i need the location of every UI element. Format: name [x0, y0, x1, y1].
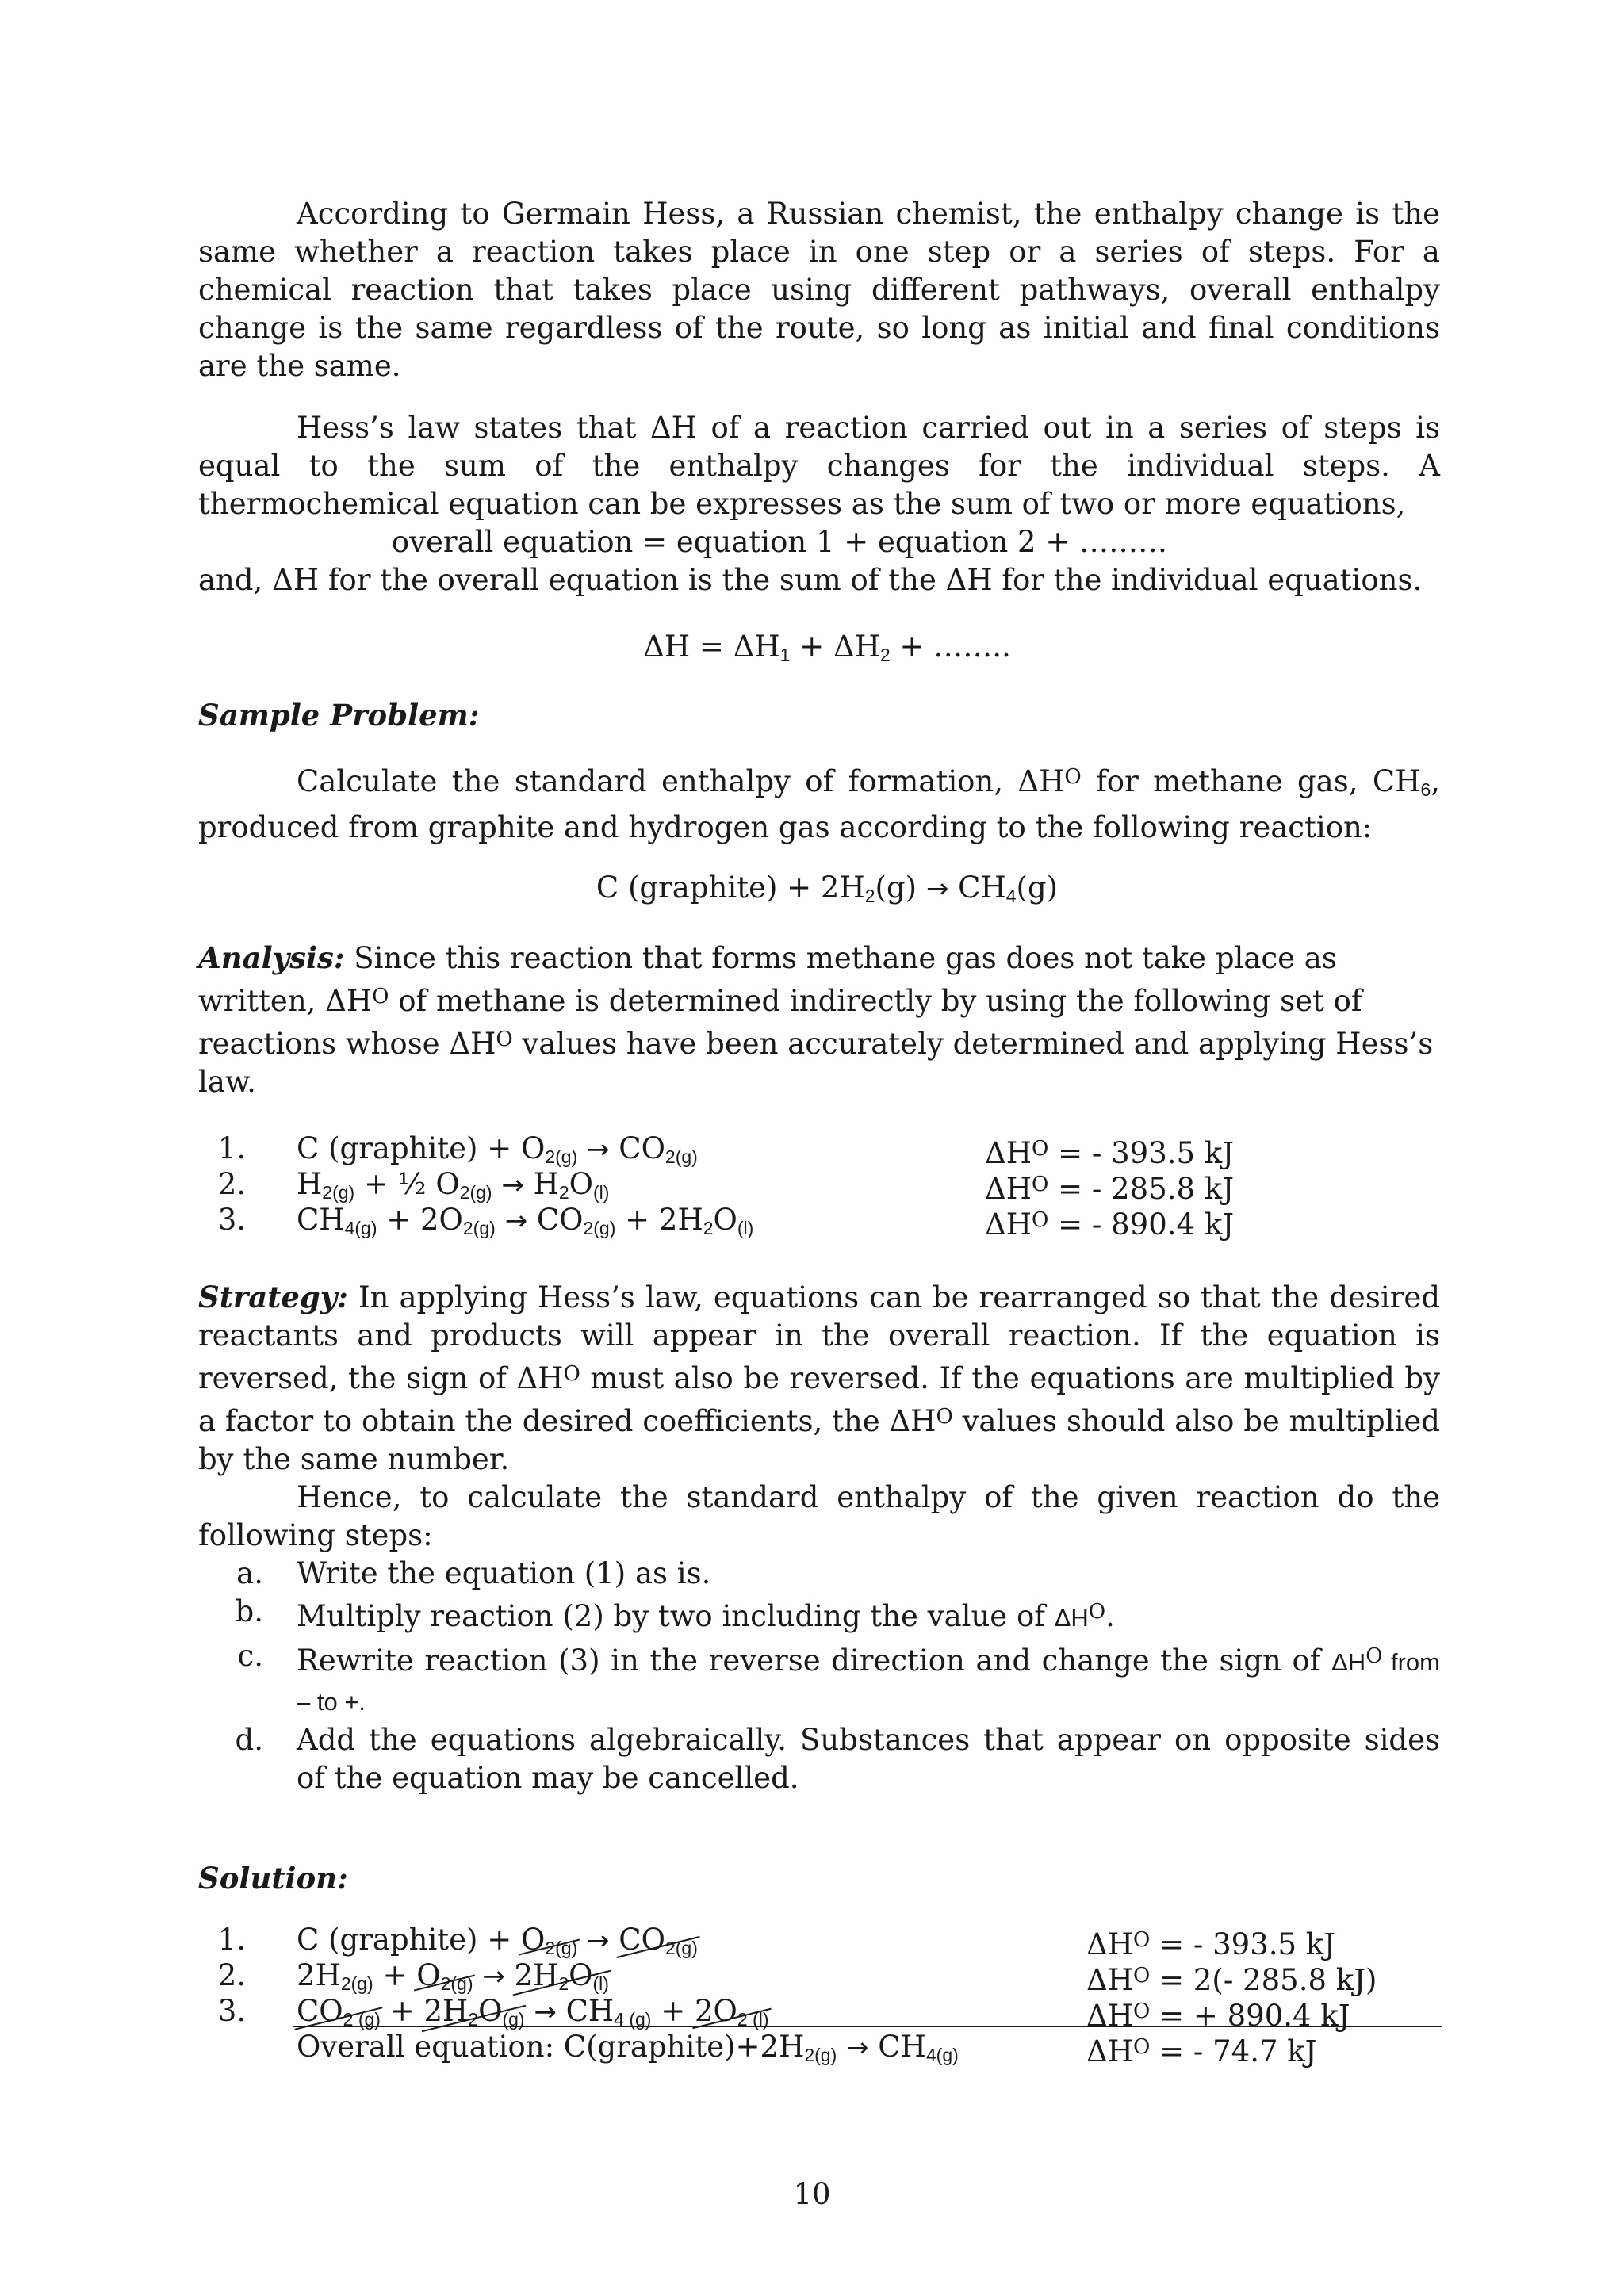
solution-heading: Solution:: [198, 1861, 348, 1896]
reaction-equation: C (graphite) + $O_{2(g)} \to CO_{2(g)}$: [297, 1921, 698, 1967]
sum-formula: $\Delta H = \Delta H_1 + \Delta H_2$ + ……..: [643, 629, 1011, 665]
hess-law-paragraph: Hess’s law states that ΔH of a reaction carried out in a series of steps is equal to the sum of the enthalpy changes for the individual steps. A thermochemical equation can be expresses as the sum of two or more equations,: [198, 411, 1440, 521]
reaction-row: 1. C (graphite) + $O_{2(g)} \to CO_{2(g)}$ $\Delta H^O$ = - 393.5 kJ: [198, 1130, 1440, 1165]
delta-h-value: $\Delta H^O$ = - 393.5 kJ: [1086, 1927, 1336, 1961]
reaction-row: 2. $H_{2(g)}$ + ½ $O_{2(g)} \to H_2O_{(l)}$ $\Delta H^O$ = - 285.8 kJ: [198, 1165, 1440, 1201]
solution-row: 3. $CO_{2 (g)} + 2H_2O_{(g)} \to CH_{4 (g)} + 2O_{2 (l)}$ $\Delta H^O$ = + 890.4 kJ: [198, 1992, 1440, 2028]
sum-divider-line: [293, 2026, 1442, 2027]
steps-list: [198, 1555, 1440, 1797]
list-item: c. Rewrite reaction (3) in the reverse direction and change the sign of $\Delta H^O$ from – to +.: [237, 1639, 1440, 1716]
delta-h-value: $\Delta H^O = 2(-$ 285.8 kJ): [1086, 1963, 1377, 1997]
list-item: d. Add the equations algebraically. Substances that appear on opposite sides of the equation may be cancelled.: [235, 1723, 1440, 1795]
overall-dh-paragraph: and, ΔH for the overall equation is the sum of the ΔH for the individual equations.: [198, 563, 1423, 597]
hence-paragraph: Hence, to calculate the standard enthalpy of the given reaction do the following steps:: [198, 1480, 1440, 1552]
delta-h-value: $\Delta H^O$ = - 393.5 kJ: [985, 1136, 1235, 1170]
sample-problem-heading: Sample Problem:: [198, 698, 480, 733]
delta-h-value: $\Delta H^O$ = - 890.4 kJ: [985, 1207, 1235, 1242]
solution-list: [198, 1921, 1440, 2068]
reaction-row: 3. $CH_{4(g)} + 2O_{2(g)} \to CO_{2(g)} + 2H_2O_{(l)}$ $\Delta H^O$ = - 890.4 kJ: [198, 1201, 1440, 1237]
reaction-equation: $H_{2(g)}$ + ½ $O_{2(g)} \to H_2O_{(l)}$: [297, 1167, 610, 1203]
reaction-equation: $CH_{4(g)} + 2O_{2(g)} \to CO_{2(g)} + 2H_2O_{(l)}$: [297, 1203, 754, 1238]
list-item: b. Multiply reaction (2) by two including the value of $\Delta H^O$.: [235, 1594, 1115, 1633]
intro-paragraph: According to Germain Hess, a Russian chemist, the enthalpy change is the same whether a reaction takes place in one step or a series of steps. For a chemical reaction that takes place using different pathways, overall enthalpy change is the same regardless of the route, so long as initial and final conditions are the same.: [198, 197, 1440, 383]
solution-row: 2. $2H_{2(g)} + O_{2(g)} \to 2H_2O_{(l)}$ $\Delta H^O = 2(-$ 285.8 kJ): [198, 1957, 1440, 1992]
reaction-equation: $CO_{2 (g)} + 2H_2O_{(g)} \to CH_{4 (g)} + 2O_{2 (l)}$: [297, 1992, 769, 2038]
delta-h-value: $\Delta H^O$ = - 285.8 kJ: [985, 1172, 1235, 1206]
overall-equation-row: [198, 2028, 1440, 2068]
reaction-list: [198, 1130, 1440, 1242]
reaction-equation: $2H_{2(g)} + O_{2(g)} \to 2H_2O_{(l)}$: [297, 1957, 609, 2003]
list-item: a. Write the equation (1) as is.: [236, 1556, 711, 1590]
overall-equation: Overall equation: $C(graphite)+2H_{2(g)} \to CH_{4(g)}$: [297, 2030, 959, 2065]
page-content: [198, 195, 1440, 2068]
sample-problem-text: Calculate the standard enthalpy of formation, $\Delta H^O$ for methane gas, $CH_6$, produced from graphite and hydrogen gas according to the following reaction:: [198, 764, 1440, 844]
reaction-equation: C (graphite) + $O_{2(g)} \to CO_{2(g)}$: [297, 1131, 698, 1167]
delta-h-value: $\Delta H^O$ = + 890.4 kJ: [1086, 1999, 1350, 2033]
strategy-paragraph: Strategy: In applying Hess’s law, equations can be rearranged so that the desired reactants and products will appear in the overall reaction. If the equation is reversed, the sign of $\Delta H^O$ must also be reversed. If the equations are multiplied by a factor to obtain the desired coefficients, the $\Delta H^O$ values should also be multiplied by the same number.: [198, 1280, 1440, 1476]
delta-h-result: $\Delta H^O$ = - 74.7 kJ: [1086, 2034, 1317, 2068]
page-number: 10: [793, 2177, 831, 2211]
solution-row: 1. C (graphite) + $O_{2(g)} \to CO_{2(g)}$ $\Delta H^O$ = - 393.5 kJ: [198, 1921, 1440, 1957]
analysis-paragraph: Analysis: Since this reaction that forms methane gas does not take place as written, $\Delta H^O$ of methane is determined indirectly by using the following set of reactions whose $\Delta H^O$ values have been accurately determined and applying Hess’s law.: [198, 940, 1434, 1099]
main-reaction: C (graphite) + $2H_2(g) \to CH_4(g)$: [596, 871, 1059, 906]
overall-equation-line: overall equation = equation 1 + equation 2 + ………: [391, 525, 1168, 559]
